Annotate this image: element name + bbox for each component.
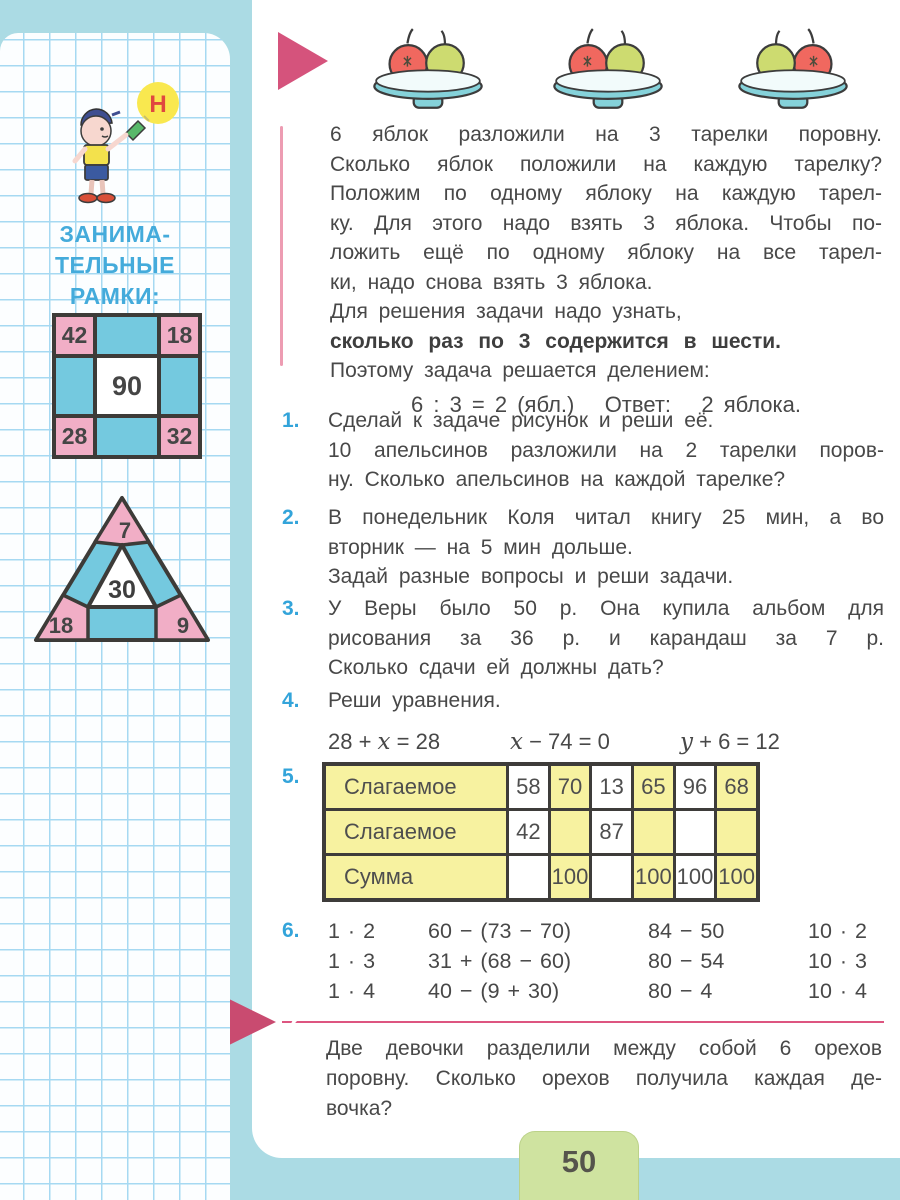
frame-corner-value: 18 [48,613,74,638]
example-need-line: Для решения задачи надо узнать, [330,300,682,323]
example-paragraph [330,120,882,297]
text-line: 10 · 4 [808,979,867,1003]
table-cell: Сумма [326,856,506,898]
table-cell: 58 [509,766,548,808]
problem-number: 5. [282,765,300,788]
frame-corner-value: 18 [161,317,198,354]
text-line: 60 − (73 − 70) [428,919,572,943]
worked-example-text [330,120,882,420]
table-cell: 100 [676,856,715,898]
heading-line: ЗАНИМА- [59,221,171,247]
problem-text [328,503,884,592]
frame-empty-cell [161,358,198,414]
problem-1 [282,406,884,495]
frame-corner-value: 9 [176,613,190,638]
problem-text [328,406,884,495]
example-therefore-line: Поэтому задача решается делением: [330,359,710,382]
text-line: ложить ещё по одному яблоку на все тарел- [330,241,882,264]
text-line: 10 апельсинов разложили на 2 тарелки поров- [328,438,884,462]
text-line: 1 · 2 [328,919,376,943]
problem-6 [282,916,884,1006]
example-answer-line: 6 : 3 = 2 (ябл.) Ответ: 2 яблока. [411,391,801,417]
expression-column [328,916,428,1006]
text-line: У Веры было 50 р. Она купила альбом для [328,597,884,620]
section-arrow-icon [278,32,328,90]
problem-number: 6. [282,919,300,942]
heading-line: РАМКИ: [69,283,161,309]
frame-corner-value: 28 [56,418,93,455]
text-line: 84 − 50 [648,919,725,943]
problem-5 [282,762,884,902]
text-line: ки, надо снова взять 3 яблока. [330,270,653,294]
problem-label: Реши уравнения. [328,689,501,712]
page-number-badge: 50 [519,1131,639,1200]
text-line: 1 · 3 [328,949,376,973]
equation-2: x − 74 = 0 [510,728,610,755]
table-cell [634,811,673,853]
text-line: Сколько яблок положили на каждую тарелку? [330,152,882,176]
problem-3 [282,594,884,683]
frame-corner-value: 7 [118,518,132,543]
question-marker-icon [223,996,303,1048]
text-line: 80 − 4 [648,979,713,1003]
table-cell [551,811,590,853]
text-line: Задай разные вопросы и реши задачи. [328,565,734,588]
text-line: Две девочки разделили между собой 6 орехов [326,1037,882,1060]
question-task-text [326,1034,882,1124]
frame-empty-cell [97,317,157,354]
sidebar-graph-paper [0,33,230,1200]
equations-row [328,729,884,755]
table-cell [676,811,715,853]
table-cell [509,856,548,898]
square-number-frame-puzzle [52,313,202,459]
text-line: 10 · 3 [808,949,867,973]
problem-number: 4. [282,689,300,712]
table-cell: 87 [592,811,631,853]
frame-target-sum: 30 [108,576,136,604]
problem-number: 3. [282,597,300,620]
example-key-line: сколько раз по 3 содержится в шести. [330,329,781,353]
flashlight-letter: Н [149,91,167,118]
text-line: Положим по одному яблоку на каждую тарел- [330,182,882,205]
table-cell [717,811,756,853]
plate-with-apples-illustration [717,26,869,118]
sidebar-heading [0,219,230,312]
text-line: поровну. Сколько орехов получила каждая де- [326,1067,882,1090]
heading-line: ТЕЛЬНЫЕ [54,252,176,278]
text-line: 31 + (68 − 60) [428,949,572,973]
frame-corner-value: 32 [161,418,198,455]
expression-column [428,916,648,1006]
table-cell: 100 [634,856,673,898]
table-cell: 96 [676,766,715,808]
expression-column [808,916,884,1006]
frame-empty-cell [56,358,93,414]
table-cell: Слагаемое [326,811,506,853]
table-cell: Слагаемое [326,766,506,808]
plate-with-apples-illustration [532,26,684,118]
expressions-grid [328,916,884,1006]
table-cell: 42 [509,811,548,853]
text-line: 80 − 54 [648,949,725,973]
triangle-number-frame-puzzle [33,495,211,650]
text-line: 40 − (9 + 30) [428,979,560,1003]
question-mark-glyph: ? [285,1005,303,1037]
table-cell [592,856,631,898]
problem-text [328,594,884,683]
textbook-page [252,0,900,1158]
problem-number: 2. [282,506,300,529]
frame-corner-value: 42 [56,317,93,354]
text-line: В понедельник Коля читал книгу 25 мин, а во [328,506,884,529]
table-cell: 100 [717,856,756,898]
text-line: 1 · 4 [328,979,376,1003]
frame-target-sum: 90 [97,358,157,414]
table-cell: 100 [551,856,590,898]
equation-3: y + 6 = 12 [680,728,780,755]
example-margin-rule [280,126,283,366]
table-cell: 70 [551,766,590,808]
expression-column [648,916,808,1006]
problem-2 [282,503,884,592]
text-line: Сделай к задаче рисунок и реши её. [328,409,714,432]
boy-flashlight-illustration [58,75,193,220]
plate-with-apples-illustration [352,26,504,118]
question-divider-rule [282,1021,884,1023]
equation-1: 28 + x = 28 [328,728,441,755]
frame-empty-cell [97,418,157,455]
table-cell: 13 [592,766,631,808]
text-line: вочка? [326,1097,393,1120]
text-line: Сколько сдачи ей должны дать? [328,656,664,679]
text-line: 6 яблок разложили на 3 тарелки поровну. [330,123,882,146]
addends-sum-table [322,762,760,902]
text-line: рисования за 36 р. и карандаш за 7 р. [328,626,884,650]
problem-4 [282,686,884,755]
text-line: ку. Для этого надо взять 3 яблока. Чтобы по- [330,211,882,235]
problem-number: 1. [282,409,300,432]
text-line: ну. Сколько апельсинов на каждой тарелке? [328,468,786,491]
text-line: 10 · 2 [808,919,867,943]
table-cell: 65 [634,766,673,808]
table-cell: 68 [717,766,756,808]
text-line: вторник — на 5 мин дольше. [328,535,633,559]
